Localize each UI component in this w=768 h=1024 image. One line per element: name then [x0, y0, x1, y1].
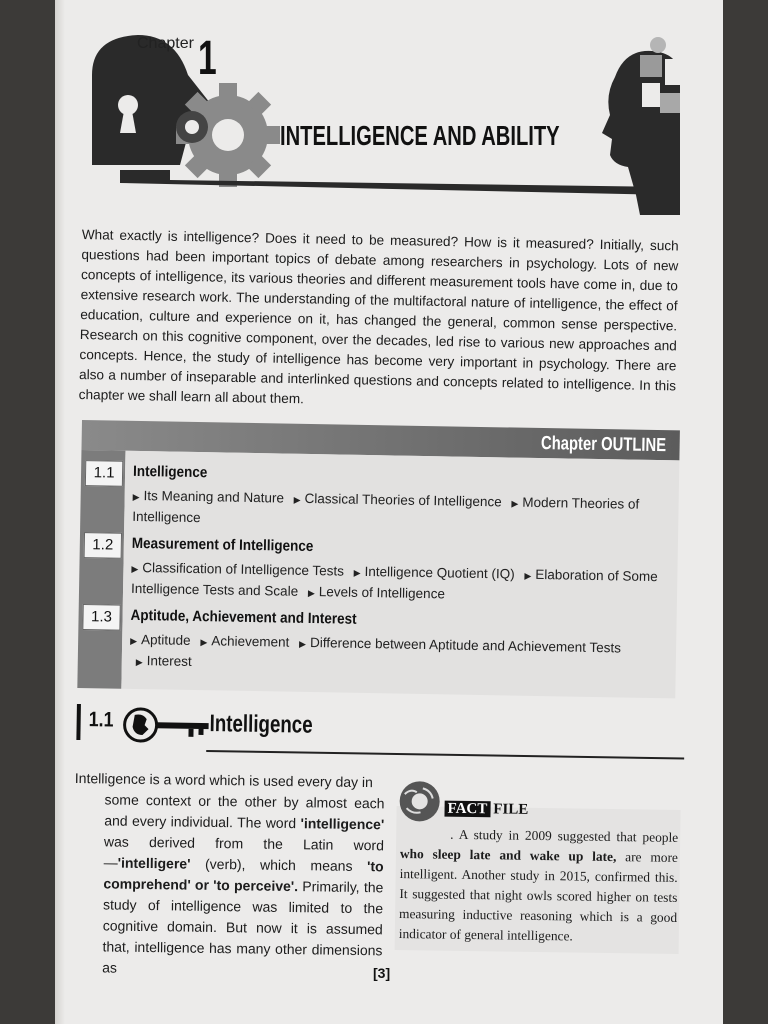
fact-text-bold: who sleep late and wake up late,: [399, 846, 617, 865]
chapter-outline: [77, 420, 680, 698]
outline-item: Achievement: [211, 633, 290, 650]
outline-section-number: 1.2: [84, 532, 122, 559]
outline-item: Its Meaning and Nature: [143, 488, 285, 506]
outline-section-number: 1.3: [82, 604, 120, 631]
outline-item: Elaboration of Some Intelligence Tests and Scale: [130, 566, 658, 599]
fact-text-run: are more intelligent. Another study in 2015, confirmed this. It suggested that night owls scored higher on tests measuring inductive reasoning which is a good indicator of general intelligence.: [398, 849, 679, 944]
outline-item: Modern Theories of Intelligence: [132, 494, 640, 526]
body-text-run: Primarily, the study of intelligence was limited to the cognitive domain. But now it is assumed that, intelligence has many other dimensions as: [102, 878, 384, 976]
file-word: FILE: [493, 801, 529, 818]
body-term: 'intelligence': [300, 815, 385, 833]
section-heading: [76, 700, 687, 770]
section-heading-bar: [76, 704, 81, 740]
body-text-run: (verb), which means: [190, 855, 368, 875]
outline-item: Intelligence Quotient (IQ): [364, 563, 515, 582]
bullet-triangle-icon: ▶: [524, 570, 532, 581]
fact-file-label: [444, 801, 528, 819]
section-title: Intelligence: [209, 710, 313, 739]
outline-item: Levels of Intelligence: [318, 584, 446, 602]
bullet-triangle-icon: ▶: [132, 491, 140, 503]
key-head-icon: [122, 705, 213, 746]
bullet-triangle-icon: ▶: [200, 637, 208, 648]
bullet-triangle-icon: ▶: [511, 498, 519, 509]
fact-word: FACT: [444, 801, 490, 818]
outline-item: Classification of Intelligence Tests: [142, 560, 345, 579]
outline-section-number: 1.1: [85, 460, 123, 487]
book-page: [55, 0, 723, 1024]
outline-item: Classical Theories of Intelligence: [304, 490, 502, 510]
outline-section-title: Intelligence: [132, 462, 208, 482]
intro-paragraph: What exactly is intelligence? Does it need to be measured? How is it measured? Initially, such questions had been important topics of debate among researchers in psychology. Lots of new concepts of intelligence, its various theories and different measurement tools have come in, due to extensive research work. The understanding of the multifactoral nature of intelligence, the effect of education, culture and experience on it, has changed the general, common sense perspective. Research on this cognitive component, over the decades, led rise to various new approaches and concepts. Hence, the study of intelligence has become very important in psychology. There are also a number of inseparable and interlinked questions and concepts related to intelligence. In this chapter we shall learn all about them.: [78, 226, 679, 407]
bullet-triangle-icon: ▶: [293, 494, 301, 505]
outline-item: Aptitude: [140, 632, 191, 648]
body-text-run: some context or the other by almost each and every individual. The word: [104, 791, 385, 832]
body-text-run: was derived from the Latin word—: [103, 833, 385, 871]
outline-section-title: Aptitude, Achievement and Interest: [130, 606, 357, 628]
outline-section-title: Measurement of Intelligence: [131, 534, 314, 556]
chapter-title: INTELLIGENCE AND ABILITY: [280, 120, 560, 151]
body-term: 'to comprehend' or 'to perceive'.: [103, 858, 384, 895]
body-term: 'intelligere': [117, 854, 191, 872]
outline-item: Difference between Aptitude and Achievement Tests: [309, 635, 622, 656]
body-continuation: [72, 789, 385, 982]
outline-heading: Chapter OUTLINE: [540, 433, 666, 457]
bullet-triangle-icon: ▶: [131, 563, 139, 575]
body-first-line: Intelligence is a word which is used every day in: [74, 769, 373, 791]
chapter-header: [80, 15, 680, 215]
bullet-triangle-icon: ▶: [353, 567, 361, 578]
chapter-label: Chapter: [137, 35, 194, 52]
brain-gear-icon: [396, 778, 443, 825]
bullet-triangle-icon: ▶: [299, 638, 307, 649]
small-gear-icon: [176, 111, 208, 143]
fact-text-run: . A study in 2009 suggested that people: [450, 826, 679, 845]
page-number: [3]: [373, 965, 391, 981]
page-spine-shadow: [55, 0, 65, 1024]
fact-file-box: [395, 778, 681, 954]
section-underline: [206, 750, 684, 760]
chapter-number: 1: [198, 32, 217, 85]
bullet-triangle-icon: ▶: [135, 656, 143, 668]
section-number: 1.1: [88, 708, 114, 732]
bullet-triangle-icon: ▶: [307, 587, 315, 599]
outline-item: Interest: [146, 653, 192, 669]
body-paragraph: [72, 768, 385, 982]
fact-file-text: [399, 824, 679, 948]
bullet-triangle-icon: ▶: [130, 635, 138, 646]
